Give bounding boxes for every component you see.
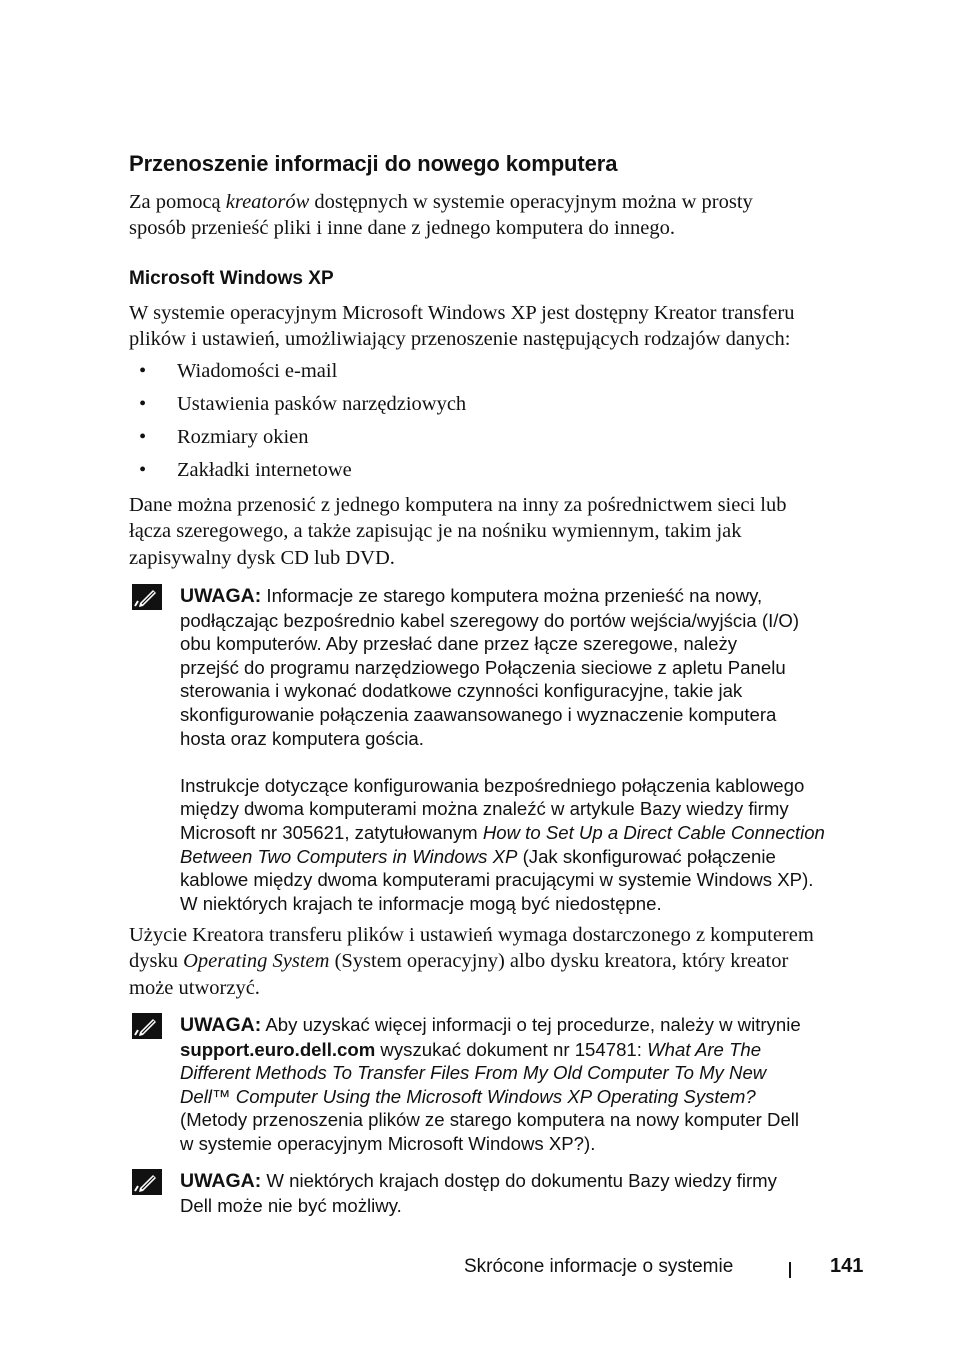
bullet-marker: • [139,459,147,481]
note-label: UWAGA: [180,585,262,607]
wizard-paragraph: Użycie Kreatora transferu plików i ustawień wymaga dostarczonego z komputerem dysku Operating System (System operacyjny) albo dysku kreatora, który kreator może utworzyć. [129,924,814,999]
intro-paragraph: Za pomocą kreatorów dostępnych w systemie operacyjnym można w prosty sposób przenieść pliki i inne dane z jednego komputera do innego. [129,191,753,240]
subsection-heading: Microsoft Windows XP [129,268,334,289]
footer-divider [789,1262,791,1278]
support-link[interactable]: support.euro.dell.com [180,1038,376,1060]
pencil-note-icon [132,584,162,610]
xp-paragraph: W systemie operacyjnym Microsoft Windows XP jest dostępny Kreator transferu plików i ustawień, umożliwiający przenoszenie następujących rodzajów danych: [129,302,795,351]
list-item: Wiadomości e-mail [177,360,338,382]
pencil-note-icon [132,1169,162,1195]
section-heading: Przenoszenie informacji do nowego komputera [129,151,618,176]
footer-section-title: Skrócone informacje o systemie [464,1256,734,1277]
note-label: UWAGA: [180,1014,262,1036]
note-3: UWAGA: W niektórych krajach dostęp do dokumentu Bazy wiedzy firmy Dell może nie być możliwy. [180,1170,777,1216]
page-number: 141 [830,1255,864,1277]
list-item: Rozmiary okien [177,426,309,448]
list-item: Zakładki internetowe [177,459,352,481]
list-item: Ustawienia pasków narzędziowych [177,393,467,415]
note-1: UWAGA: Informacje ze starego komputera można przenieść na nowy, podłączając bezpośrednio kabel szeregowy do portów wejścia/wyjścia (I/O) obu komputerów. Aby przesłać dane przez łącze szeregowe, należy przejść do programu narzędziowego Połączenia sieciowe z apletu Panelu sterowania i wykonać dodatkowe czynności konfiguracyjne, takie jak skonfigurowanie połączenia zaawansowanego i wyznaczenie komputera hosta oraz komputera gościa. Instrukcje dotyczące konfigurowania bezpośredniego połączenia kablowego między dwoma komputerami można znaleźć w artykule Bazy wiedzy firmy Microsoft nr 305621, zatytułowanym How to Set Up a Direct Cable Connection Between Two Computers in Windows XP (Jak skonfigurować połączenie kablowe między dwoma komputerami pracującymi w systemie Windows XP). W niektórych krajach te informacje mogą być niedostępne. [180,585,825,914]
bullet-marker: • [139,426,147,448]
note-2: UWAGA: Aby uzyskać więcej informacji o tej procedurze, należy w witrynie support.euro.dell.com wyszukać dokument nr 154781: What Are The Different Methods To Transfer Files From My Old Computer To My New Dell™ Computer Using the Microsoft Windows XP Operating System? (Metody przenoszenia plików ze starego komputera na nowy komputer Dell w systemie operacyjnym Microsoft Windows XP?). [180,1014,801,1154]
transfer-paragraph: Dane można przenosić z jednego komputera na inny za pośrednictwem sieci lub łącza szeregowego, a także zapisując je na nośniku wymiennym, takim jak zapisywalny dysk CD lub DVD. [129,494,787,569]
note-label: UWAGA: [180,1170,262,1192]
pencil-note-icon [132,1013,162,1039]
bullet-marker: • [139,360,147,382]
bullet-marker: • [139,393,147,415]
